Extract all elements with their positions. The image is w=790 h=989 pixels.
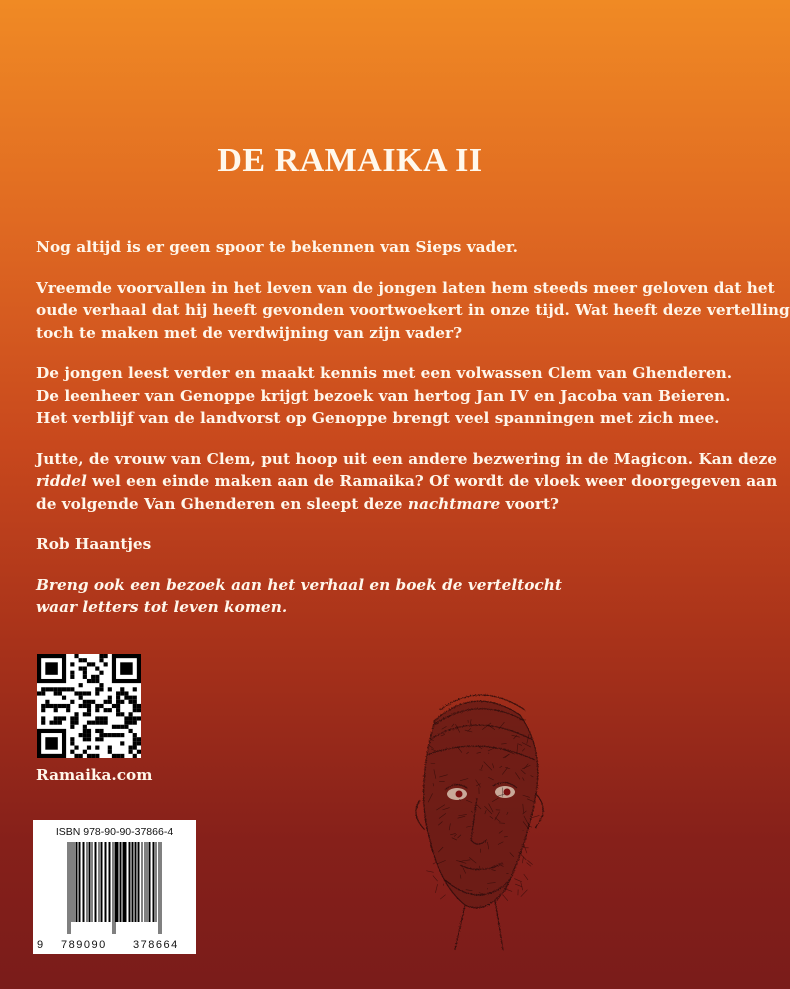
back-cover-text — [36, 236, 790, 637]
paragraph-3: De jongen leest verder en maakt kennis met een volwassen Clem van Ghenderen. De leenheer van Genoppe krijgt bezoek van hertog Jan IV en Jacoba van Beieren. Het verblijf van de landvorst op Genoppe brengt veel spanningen met zich mee. — [36, 364, 733, 427]
isbn-barcode — [33, 820, 196, 954]
isbn-group-left: 789090 — [61, 939, 107, 951]
website-link[interactable]: Ramaika.com — [36, 766, 153, 784]
author-name: Rob Haantjes — [36, 535, 152, 553]
isbn-group-right: 378664 — [133, 939, 179, 951]
qr-code[interactable] — [37, 654, 141, 758]
paragraph-2: Vreemde voorvallen in het leven van de jongen laten hem steeds meer geloven dat het oude verhaal dat hij heeft gevonden voortwoekert in onze tijd. Wat heeft deze vertelling toch te maken met de verdwijning van zijn vader? — [36, 278, 790, 342]
page-title: DE RAMAIKA II — [217, 142, 483, 179]
italic-word-riddel: riddel — [36, 472, 87, 490]
paragraph-1: Nog altijd is er geen spoor te bekennen van Sieps vader. — [36, 238, 518, 256]
paragraph-4: Jutte, de vrouw van Clem, put hoop uit een andere bezwering in de Magicon. Kan deze riddel wel een einde maken aan de Ramaika? Of wordt de vloek weer doorgegeven aan de volgende Van Ghenderen en sleept deze nachtmare voort? — [36, 449, 778, 513]
italic-word-nachtmare: nachtmare — [407, 494, 501, 513]
isbn-label: ISBN 978-90-90-37866-4 — [55, 826, 174, 838]
sketched-face-illustration — [385, 680, 570, 960]
isbn-digit-first: 9 — [37, 939, 45, 951]
tagline: Breng ook een bezoek aan het verhaal en boek de verteltocht waar letters tot leven komen. — [36, 575, 562, 616]
